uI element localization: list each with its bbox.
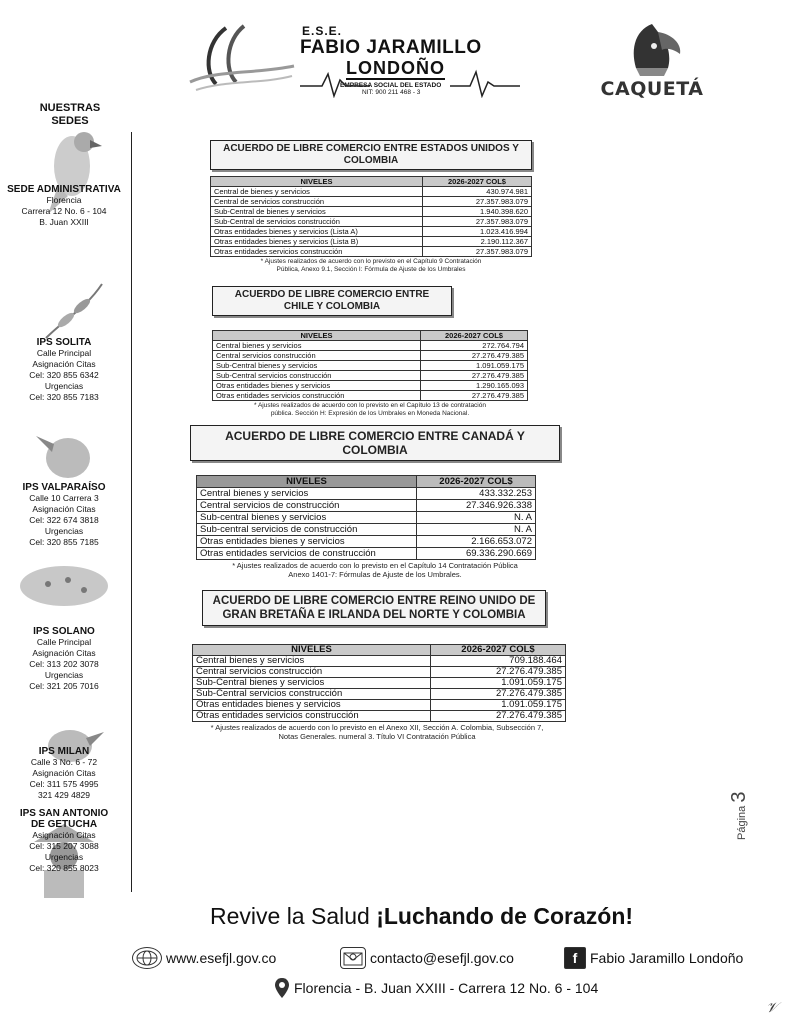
table-row [197,524,536,536]
row-label: Central servicios construcción [213,351,421,361]
table-row [211,197,532,207]
row-label: Central de servicios construcción [211,197,423,207]
sede-line: Cel: 320 855 8023 [29,863,99,873]
footer-contacts [132,943,772,973]
parrot-head-icon [592,20,712,80]
row-label: Otras entidades bienes y servicios (Lista A) [211,227,423,237]
row-label: Sub-Central de servicios construcción [211,217,423,227]
table-row [213,341,528,351]
facebook-link[interactable]: Fabio Jaramillo Londoño [590,950,744,966]
table-note: * Ajustes realizados de acuerdo con lo previsto en el Capítulo 9 Contratación Pública, Anexo 9.1, Sección I: Fórmula de Ajuste de los Umbrales [260,258,482,273]
row-value: 1.091.059.175 [421,361,528,371]
row-value: 27.357.983.079 [423,197,532,207]
row-value: 1.091.059.175 [431,700,566,711]
row-label: Otras entidades servicios de construcción [197,548,417,560]
location-pin-icon [274,977,290,999]
page-label: Página [736,805,748,840]
row-value: 69.336.290.669 [417,548,536,560]
logo-name: FABIO JARAMILLO [300,37,482,58]
thresholds-table [192,644,566,722]
table-usa [210,140,532,275]
row-value: 27.357.983.079 [423,247,532,257]
sede-line: Cel: 313 202 3078 [29,659,99,669]
row-value: 27.276.479.385 [421,351,528,361]
table-row [211,247,532,257]
sede-valparaiso [0,482,128,548]
handwritten-signature: 𝒱 [766,1000,778,1016]
row-value: N. A [417,512,536,524]
table-row [197,512,536,524]
sede-line: Cel: 321 205 7016 [29,681,99,691]
row-label: Otras entidades bienes y servicios (Lista B) [211,237,423,247]
column-header: NIVELES [211,177,423,187]
row-label: Sub-Central bienes y servicios [213,361,421,371]
table-row [211,187,532,197]
sede-line: Cel: 311 575 4995 [29,779,99,789]
footer-facebook[interactable] [564,947,743,969]
column-header: 2026-2027 COL$ [421,331,528,341]
table-row [213,371,528,381]
sede-line: 321 429 4829 [38,790,90,800]
table-title: ACUERDO DE LIBRE COMERCIO ENTRE CHILE Y COLOMBIA [212,286,452,316]
sede-line: Calle 3 No. 6 - 72 [30,757,98,767]
sede-line: Florencia [46,195,82,205]
row-value: 2.166.653.072 [417,536,536,548]
sede-name: IPS SAN ANTONIO DE GETUCHA [19,808,109,830]
row-label: Otras entidades bienes y servicios [193,700,431,711]
region-name: CAQUETÁ [600,78,704,100]
sede-line: Asignación Citas [32,359,96,369]
logo-ese: E.S.E. [302,24,343,38]
sidebar-sedes [0,98,130,898]
footer-email[interactable] [340,947,514,969]
column-header: NIVELES [197,476,417,488]
row-label: Sub-Central servicios construcción [213,371,421,381]
footer-slogan [210,903,633,930]
row-label: Central de bienes y servicios [211,187,423,197]
sede-solita [0,337,128,403]
row-value: 27.357.983.079 [423,217,532,227]
website-link[interactable]: www.esefjl.gov.co [166,950,277,966]
sidebar-divider [131,132,132,892]
table-row [197,488,536,500]
row-label: Sub-Central bienes y servicios [193,678,431,689]
row-label: Sub-central bienes y servicios [197,512,417,524]
slogan-plain: Revive la Salud [210,903,370,929]
swoosh-logo-icon [186,22,296,102]
column-header: 2026-2027 COL$ [417,476,536,488]
row-value: 1.023.416.994 [423,227,532,237]
footer-web[interactable] [132,947,276,969]
logo-surname: LONDOÑO [346,58,445,78]
slogan-bold: ¡Luchando de Corazón! [376,903,634,929]
row-label: Otras entidades servicios construcción [213,391,421,401]
table-row [211,237,532,247]
sede-line: Asignación Citas [32,768,96,778]
row-value: 1.091.059.175 [431,678,566,689]
address-text: Florencia - B. Juan XXIII - Carrera 12 No. 6 - 104 [294,980,599,996]
table-canada [190,425,560,580]
column-header: NIVELES [193,645,431,656]
sede-line: Calle Principal [36,348,92,358]
page-number: 3 [728,791,750,803]
table-row [213,361,528,371]
sede-line: Urgencias [44,381,84,391]
table-row [211,207,532,217]
sede-line: B. Juan XXIII [39,217,89,227]
sede-line: Urgencias [44,526,84,536]
row-label: Otras entidades bienes y servicios [197,536,417,548]
table-note: * Ajustes realizados de acuerdo con lo previsto en el Capítulo 13 de contratación pública. Sección H: Expresión de los Umbrales en Moneda Nacional. [254,402,486,417]
table-row [197,536,536,548]
table-uk [192,590,562,742]
sede-solano [0,626,128,692]
row-value: 433.332.253 [417,488,536,500]
row-label: Central bienes y servicios [197,488,417,500]
facebook-icon: f [564,947,586,969]
column-header: 2026-2027 COL$ [431,645,566,656]
row-value: 1.290.165.093 [421,381,528,391]
row-value: 27.276.479.385 [431,667,566,678]
column-header: NIVELES [213,331,421,341]
logo-nit: NIT: 900 211 468 - 3 [362,89,421,96]
jaguar-illustration-icon [8,550,118,620]
table-row [193,700,566,711]
sede-line: Cel: 315 207 3088 [29,841,99,851]
page-indicator [728,792,751,840]
row-value: 27.276.479.385 [431,711,566,722]
sede-line: Cel: 320 855 7185 [29,537,99,547]
table-title: ACUERDO DE LIBRE COMERCIO ENTRE CANADÁ Y COLOMBIA [190,425,560,461]
sede-line: Cel: 320 855 7183 [29,392,99,402]
globe-icon [132,947,162,969]
row-label: Central servicios construcción [193,667,431,678]
thresholds-table [196,475,536,560]
table-row [193,711,566,722]
toucan-illustration-icon [34,426,104,486]
row-label: Central servicios de construcción [197,500,417,512]
sede-line: Asignación Citas [32,504,96,514]
row-label: Sub-central servicios de construcción [197,524,417,536]
sede-administrativa [0,184,128,228]
sidebar-title: NUESTRAS SEDES [39,102,101,127]
thresholds-table [210,176,532,257]
email-icon [340,947,366,969]
logo-empresa: EMPRESA SOCIAL DEL ESTADO [340,82,442,89]
table-row [211,227,532,237]
table-row [211,217,532,227]
sede-line: Cel: 320 855 6342 [29,370,99,380]
sede-name: IPS SOLITA [36,337,92,348]
table-row [213,391,528,401]
caqueta-logo [592,20,712,100]
table-note: * Ajustes realizados de acuerdo con lo previsto en el Capítulo 14 Contratación Pública Anexo 1401-7: Fórmulas de Ajuste de los Umbrales. [232,561,518,579]
footer-address [274,977,598,999]
sede-line: Asignación Citas [32,830,96,840]
company-logo [186,22,526,102]
sede-line: Calle 10 Carrera 3 [29,493,99,503]
column-header: 2026-2027 COL$ [423,177,532,187]
table-note: * Ajustes realizados de acuerdo con lo previsto en el Anexo XII, Sección A. Colombia, Subsección 7, Notas Generales. numeral 3. Título VI Contratación Pública [210,723,544,741]
table-row [193,689,566,700]
thresholds-table [212,330,528,401]
row-label: Otras entidades servicios construcción [211,247,423,257]
row-label: Sub-Central de bienes y servicios [211,207,423,217]
row-label: Otras entidades bienes y servicios [213,381,421,391]
sede-name: IPS MILAN [38,746,90,757]
table-title: ACUERDO DE LIBRE COMERCIO ENTRE REINO UNIDO DE GRAN BRETAÑA E IRLANDA DEL NORTE Y COLOMBIA [202,590,546,626]
row-value: 27.276.479.385 [421,391,528,401]
table-row [193,656,566,667]
row-value: 1.940.398.620 [423,207,532,217]
row-value: 709.188.464 [431,656,566,667]
sede-san-antonio [0,808,128,874]
sede-name: IPS VALPARAÍSO [22,482,106,493]
row-value: 27.346.926.338 [417,500,536,512]
row-value: 27.276.479.385 [431,689,566,700]
row-value: 272.764.794 [421,341,528,351]
table-title: ACUERDO DE LIBRE COMERCIO ENTRE ESTADOS UNIDOS Y COLOMBIA [210,140,532,170]
sede-milan [0,746,128,801]
row-value: N. A [417,524,536,536]
table-row [193,678,566,689]
row-label: Central bienes y servicios [213,341,421,351]
sede-line: Carrera 12 No. 6 - 104 [21,206,107,216]
table-row [197,500,536,512]
sede-line: Calle Principal [36,637,92,647]
sede-line: Urgencias [44,670,84,680]
email-link[interactable]: contacto@esefjl.gov.co [370,950,514,966]
row-label: Sub-Central servicios construcción [193,689,431,700]
row-label: Otras entidades servicios construcción [193,711,431,722]
table-row [197,548,536,560]
row-value: 27.276.479.385 [421,371,528,381]
row-value: 2.190.112.367 [423,237,532,247]
table-row [213,381,528,391]
table-row [193,667,566,678]
sede-name: SEDE ADMINISTRATIVA [7,184,121,195]
sede-line: Urgencias [44,852,84,862]
table-chile [212,286,528,419]
heartbeat-icon [300,68,520,98]
sede-name: IPS SOLANO [33,626,95,637]
sede-line: Cel: 322 674 3818 [29,515,99,525]
sede-line: Asignación Citas [32,648,96,658]
row-label: Central bienes y servicios [193,656,431,667]
table-row [213,351,528,361]
row-value: 430.974.981 [423,187,532,197]
